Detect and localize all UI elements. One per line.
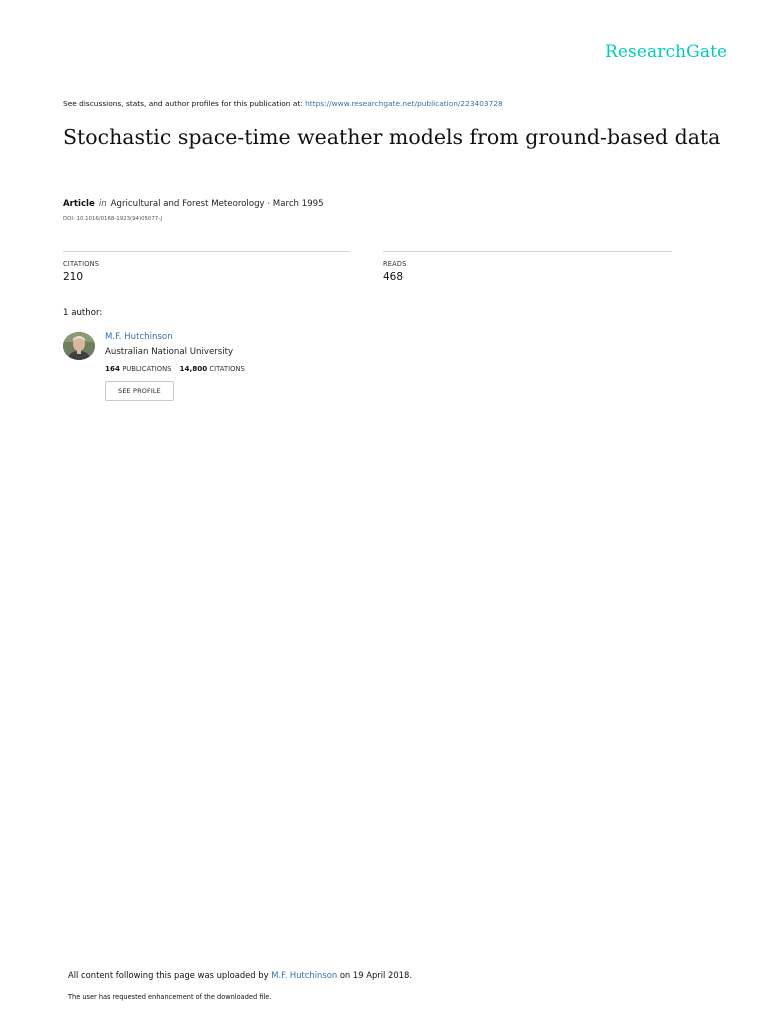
upload-info bbox=[68, 970, 412, 980]
publication-title: Stochastic space-time weather models from ground-based data bbox=[63, 125, 721, 149]
article-meta bbox=[63, 199, 324, 209]
doi: DOI: 10.1016/0168-1923(94)05077-J bbox=[63, 216, 163, 222]
in-label: in bbox=[98, 199, 107, 209]
source-prefix: See discussions, stats, and author profiles for this publication at: bbox=[63, 99, 303, 108]
author-institution: Australian National University bbox=[105, 347, 234, 357]
reads-label: READS bbox=[383, 260, 407, 268]
journal-date[interactable]: Agricultural and Forest Meteorology · March 1995 bbox=[110, 199, 324, 209]
author-publications-label: PUBLICATIONS bbox=[122, 365, 172, 373]
author-publications-count: 164 bbox=[105, 364, 121, 373]
author-avatar[interactable] bbox=[63, 332, 95, 360]
avatar-photo-icon bbox=[63, 332, 95, 360]
author-citations-label: CITATIONS bbox=[209, 365, 245, 373]
researchgate-logo[interactable]: ResearchGate bbox=[605, 42, 728, 62]
publication-type: Article bbox=[63, 199, 95, 209]
upload-suffix: on 19 April 2018. bbox=[339, 970, 413, 980]
citations-value: 210 bbox=[63, 271, 84, 283]
source-line bbox=[63, 99, 503, 108]
publication-url-link[interactable]: https://www.researchgate.net/publication/223403728 bbox=[305, 99, 503, 108]
citations-divider bbox=[63, 251, 350, 252]
author-name-link[interactable]: M.F. Hutchinson bbox=[105, 332, 173, 342]
reads-divider bbox=[383, 251, 672, 252]
see-profile-button[interactable]: SEE PROFILE bbox=[105, 381, 174, 401]
uploader-link[interactable]: M.F. Hutchinson bbox=[271, 970, 338, 980]
upload-prefix: All content following this page was uploaded by bbox=[68, 970, 269, 980]
author-citations-count: 14,800 bbox=[179, 364, 208, 373]
enhancement-note: The user has requested enhancement of the downloaded file. bbox=[68, 993, 272, 1001]
citations-label: CITATIONS bbox=[63, 260, 100, 268]
reads-value: 468 bbox=[383, 271, 404, 283]
author-stats bbox=[105, 364, 245, 373]
authors-heading: 1 author: bbox=[63, 308, 103, 318]
